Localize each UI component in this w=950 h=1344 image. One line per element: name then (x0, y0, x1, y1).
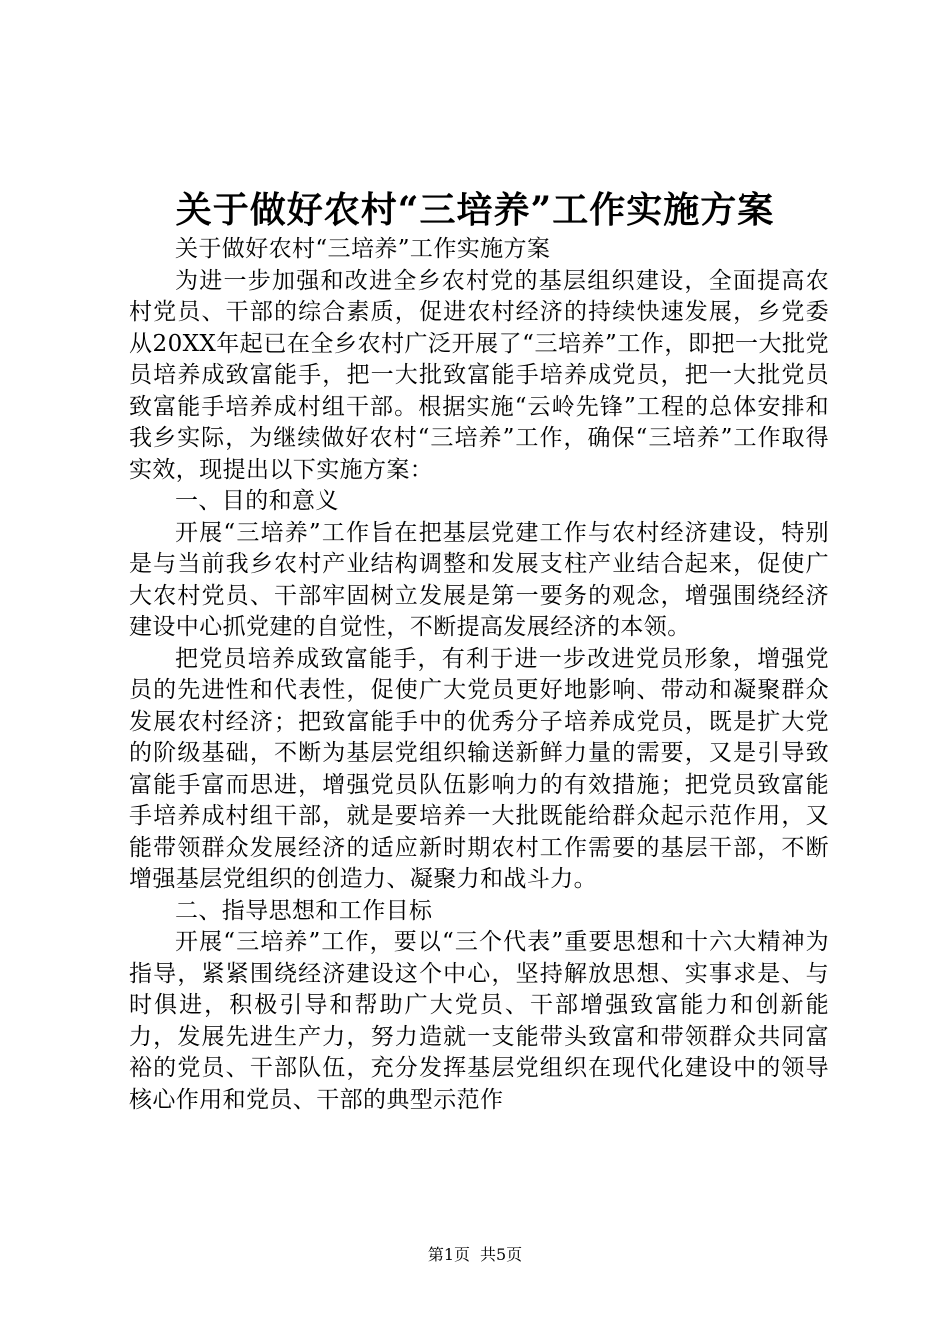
page-footer (0, 1243, 950, 1267)
section-heading-purpose: 一、目的和意义 (175, 488, 339, 514)
section-heading-guidance: 二、指导思想和工作目标 (175, 897, 433, 924)
paragraph-purpose: 开展“三培养”工作旨在把基层党建工作与农村经济建设，特别是与当前我乡农村产业结构调整和发展支柱产业结合起来，促使广大农村党员、干部牢固树立发展是第一要务的观念，增强围绕经济建设中心抓党建的自觉性，不断提高发展经济的本领。 (129, 519, 829, 640)
paragraph-heading-repeat: 关于做好农村“三培养”工作实施方案 (175, 236, 551, 262)
paragraph-guidance: 开展“三培养”工作，要以“三个代表”重要思想和十六大精神为指导，紧紧围绕经济建设这个中心，坚持解放思想、实事求是、与时俱进，积极引导和帮助广大党员、干部增强致富能力和创新能力，发展先进生产力，努力造就一支能带头致富和带领群众共同富裕的党员、干部队伍，充分发挥基层党组织在现代化建设中的领导核心作用和党员、干部的典型示范作 (129, 929, 829, 1113)
paragraph-intro: 为进一步加强和改进全乡农村党的基层组织建设，全面提高农村党员、干部的综合素质，促进农村经济的持续快速发展，乡党委从20XX年起已在全乡农村广泛开展了“三培养”工作，即把一大批党员培养成致富能手，把一大批致富能手培养成党员，把一大批党员致富能手培养成村组干部。根据实施“云岭先锋”工程的总体安排和我乡实际，为继续做好农村“三培养”工作，确保“三培养”工作取得实效，现提出以下实施方案： (129, 267, 829, 483)
page-total: 共5页 (480, 1245, 523, 1264)
document-title: 关于做好农村“三培养”工作实施方案 (175, 189, 775, 231)
paragraph-significance: 把党员培养成致富能手，有利于进一步改进党员形象，增强党员的先进性和代表性，促使广大党员更好地影响、带动和凝聚群众发展农村经济；把致富能手中的优秀分子培养成党员，既是扩大党的阶级基础，不断为基层党组织输送新鲜力量的需要，又是引导致富能手富而思进，增强党员队伍影响力的有效措施；把党员致富能手培养成村组干部，就是要培养一大批既能给群众起示范作用，又能带领群众发展经济的适应新时期农村工作需要的基层干部，不断增强基层党组织的创造力、凝聚力和战斗力。 (129, 645, 829, 892)
document-body (129, 234, 829, 1116)
page-number: 第1页 (427, 1245, 470, 1264)
